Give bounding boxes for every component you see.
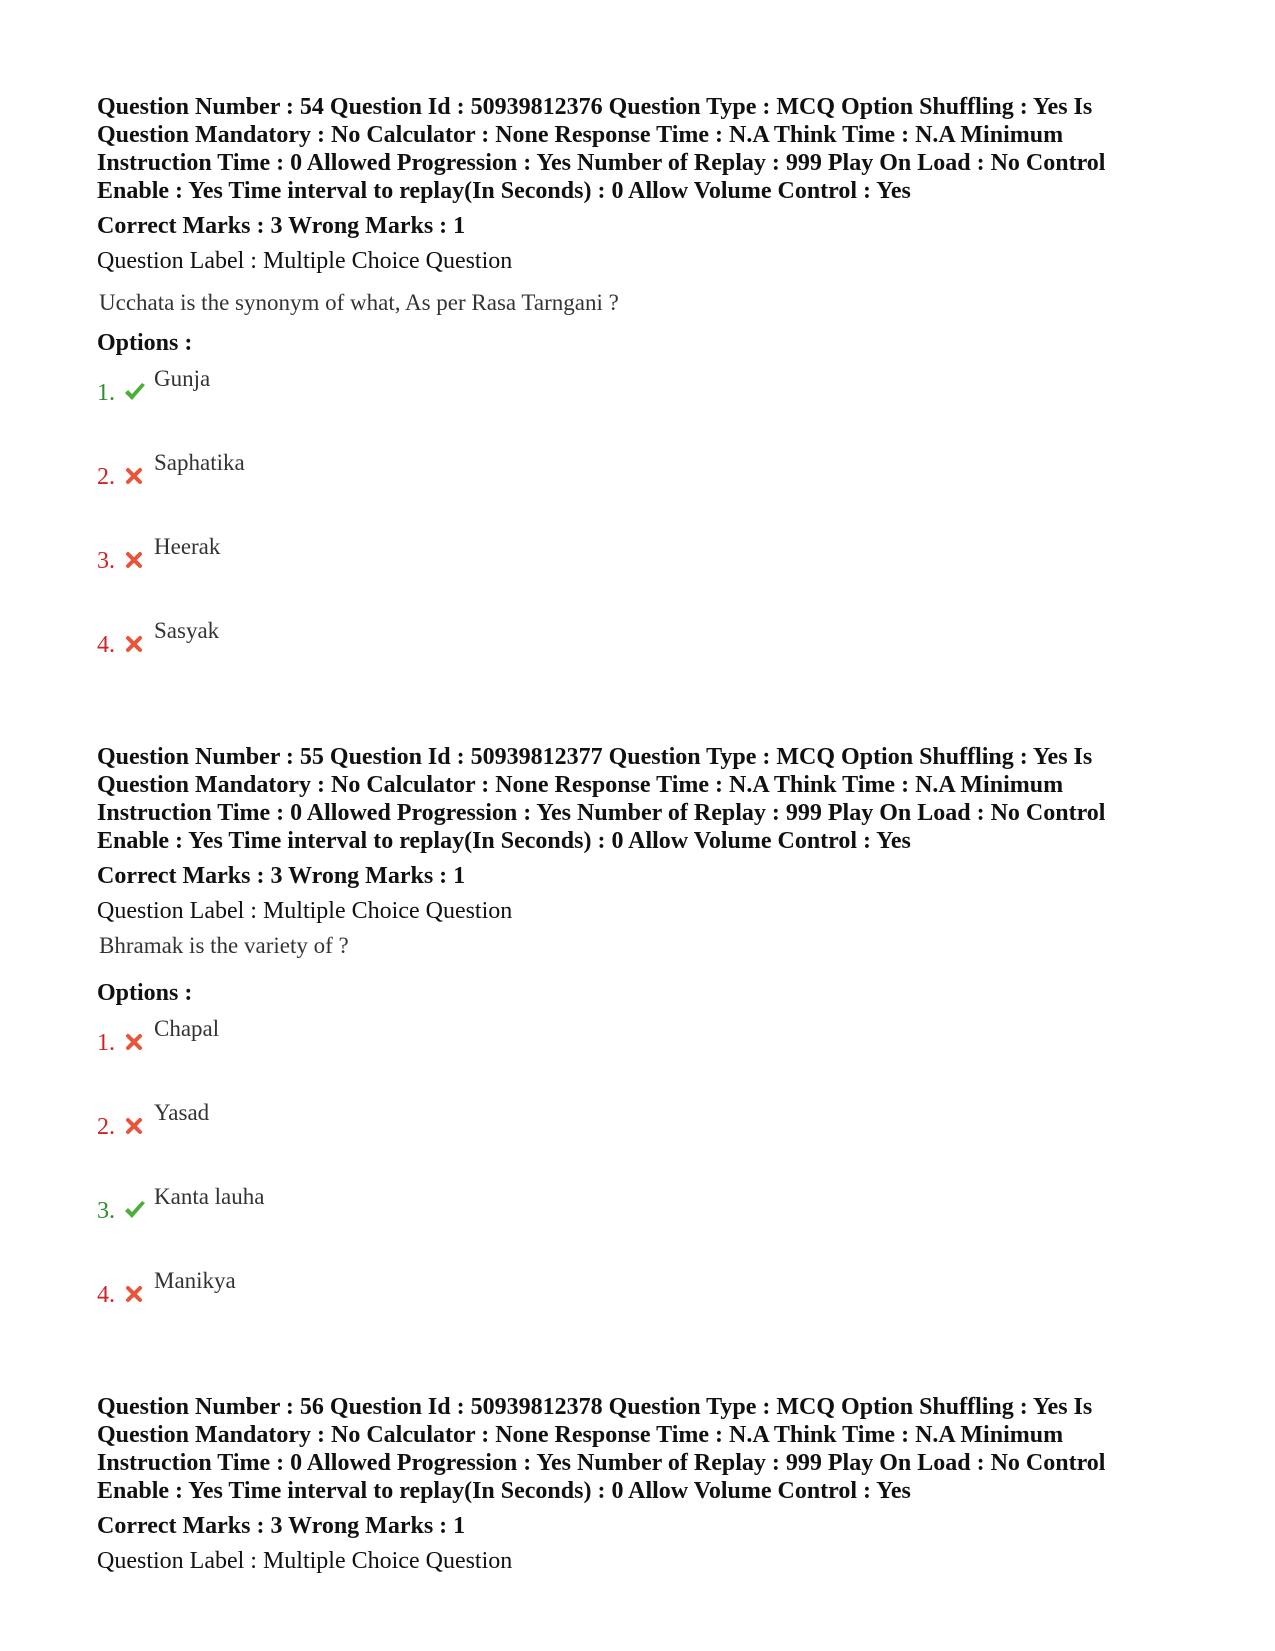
question-label: Question Label : Multiple Choice Question [97,248,513,274]
question-label: Question Label : Multiple Choice Question [97,898,513,924]
options-heading: Options : [97,980,193,1006]
option-text: Gunja [154,366,211,391]
question-label: Question Label : Multiple Choice Question [97,1548,513,1574]
question-meta: Question Number : 56 Question Id : 50939812378 Question Type : MCQ Option Shuffling : Yes Is Question Mandatory : No Calculator : None Response Time : N.A Think Time : N.A Minimum Instruction Time : 0 Allowed Progression : Yes Number of Replay : 999 Play On Load : No Control Enable : Yes Time interval to replay(In Seconds) : 0 Allow Volume Control : Yes [97,1394,1106,1504]
options-list [97,357,1207,693]
option-text: Sasyak [154,618,220,643]
option-text: Manikya [154,1268,236,1293]
cross-icon [123,1115,147,1137]
option-text: Chapal [154,1016,220,1041]
options-list [97,1007,1207,1343]
option-number: 4. [97,1282,115,1308]
option-3 [97,525,1207,609]
question-text: Bhramak is the variety of ? [99,933,349,958]
option-number: 3. [97,548,115,574]
option-number: 3. [97,1198,115,1224]
option-number: 1. [97,1030,115,1056]
check-icon [123,381,147,403]
option-number: 4. [97,632,115,658]
option-text: Yasad [154,1100,210,1125]
options-heading: Options : [97,330,193,356]
cross-icon [123,465,147,487]
check-icon [123,1199,147,1221]
option-4 [97,609,1207,693]
cross-icon [123,1031,147,1053]
question-56 [97,1393,1207,1575]
question-54 [97,93,1207,693]
cross-icon [123,549,147,571]
question-55 [97,743,1207,1343]
option-text: Heerak [154,534,221,559]
option-4 [97,1259,1207,1343]
option-number: 1. [97,380,115,406]
question-marks: Correct Marks : 3 Wrong Marks : 1 [97,863,466,889]
question-meta: Question Number : 54 Question Id : 50939812376 Question Type : MCQ Option Shuffling : Yes Is Question Mandatory : No Calculator : None Response Time : N.A Think Time : N.A Minimum Instruction Time : 0 Allowed Progression : Yes Number of Replay : 999 Play On Load : No Control Enable : Yes Time interval to replay(In Seconds) : 0 Allow Volume Control : Yes [97,94,1106,204]
question-marks: Correct Marks : 3 Wrong Marks : 1 [97,1513,466,1539]
option-2 [97,1091,1207,1175]
option-text: Kanta lauha [154,1184,265,1209]
option-2 [97,441,1207,525]
cross-icon [123,1283,147,1305]
cross-icon [123,633,147,655]
question-meta: Question Number : 55 Question Id : 50939812377 Question Type : MCQ Option Shuffling : Yes Is Question Mandatory : No Calculator : None Response Time : N.A Think Time : N.A Minimum Instruction Time : 0 Allowed Progression : Yes Number of Replay : 999 Play On Load : No Control Enable : Yes Time interval to replay(In Seconds) : 0 Allow Volume Control : Yes [97,744,1106,854]
option-number: 2. [97,464,115,490]
option-text: Saphatika [154,450,245,475]
option-1 [97,357,1207,441]
option-number: 2. [97,1114,115,1140]
option-3 [97,1175,1207,1259]
question-text: Ucchata is the synonym of what, As per Rasa Tarngani ? [99,290,619,315]
question-marks: Correct Marks : 3 Wrong Marks : 1 [97,213,466,239]
option-1 [97,1007,1207,1091]
